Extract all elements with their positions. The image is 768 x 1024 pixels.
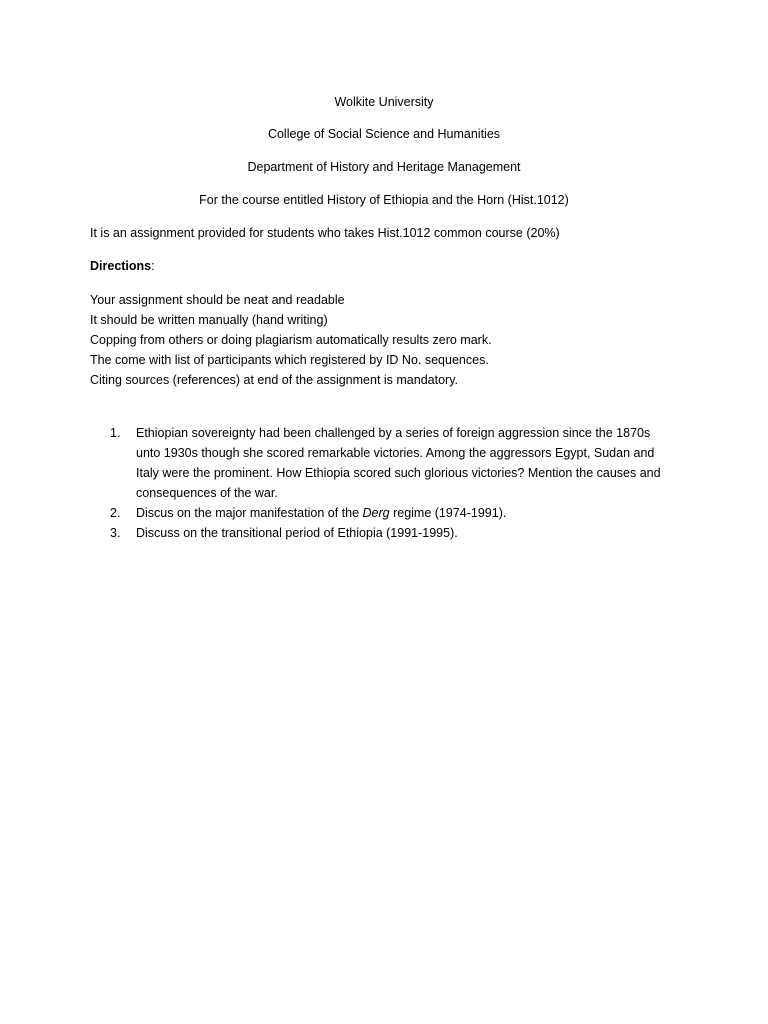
directions-heading [90,258,155,274]
question-text [136,503,690,523]
direction-item: Citing sources (references) at end of the assignment is mandatory. [90,373,458,387]
question-line: Italy were the prominent. How Ethiopia scored such glorious victories? Mention the causes and [136,466,661,480]
question-text-before: Discus on the major manifestation of the [136,506,363,520]
question-line: unto 1930s though she scored remarkable victories. Among the aggressors Egypt, Sudan and [136,446,655,460]
directions-label: Directions [90,259,152,273]
question-text-italic: Derg [362,506,390,520]
direction-item: It should be written manually (hand writing) [90,313,328,327]
direction-item: The come with list of participants which registered by ID No. sequences. [90,353,489,367]
question-number: 1. [110,426,121,440]
direction-item: Your assignment should be neat and readable [90,293,345,307]
question-text: Discuss on the transitional period of Ethiopia (1991-1995). [136,526,458,540]
question-item [90,423,690,503]
question-line: Ethiopian sovereignty had been challenged by a series of foreign aggression since the 1870s [136,426,651,440]
direction-item: Copping from others or doing plagiarism automatically results zero mark. [90,333,492,347]
department-name: Department of History and Heritage Management [247,160,521,174]
question-item [90,523,690,543]
question-text-after: regime (1974-1991). [389,506,507,520]
course-title: For the course entitled History of Ethiopia and the Horn (Hist.1012) [199,193,569,207]
directions-colon: : [151,259,155,273]
question-number: 3. [110,526,121,540]
question-number: 2. [110,506,121,520]
question-line: consequences of the war. [136,486,278,500]
assignment-intro: It is an assignment provided for students who takes Hist.1012 common course (20%) [90,226,560,240]
directions-list [90,290,492,390]
college-name: College of Social Science and Humanities [267,127,501,141]
question-item [90,503,690,523]
university-name: Wolkite University [334,95,434,109]
questions-list [90,423,690,543]
